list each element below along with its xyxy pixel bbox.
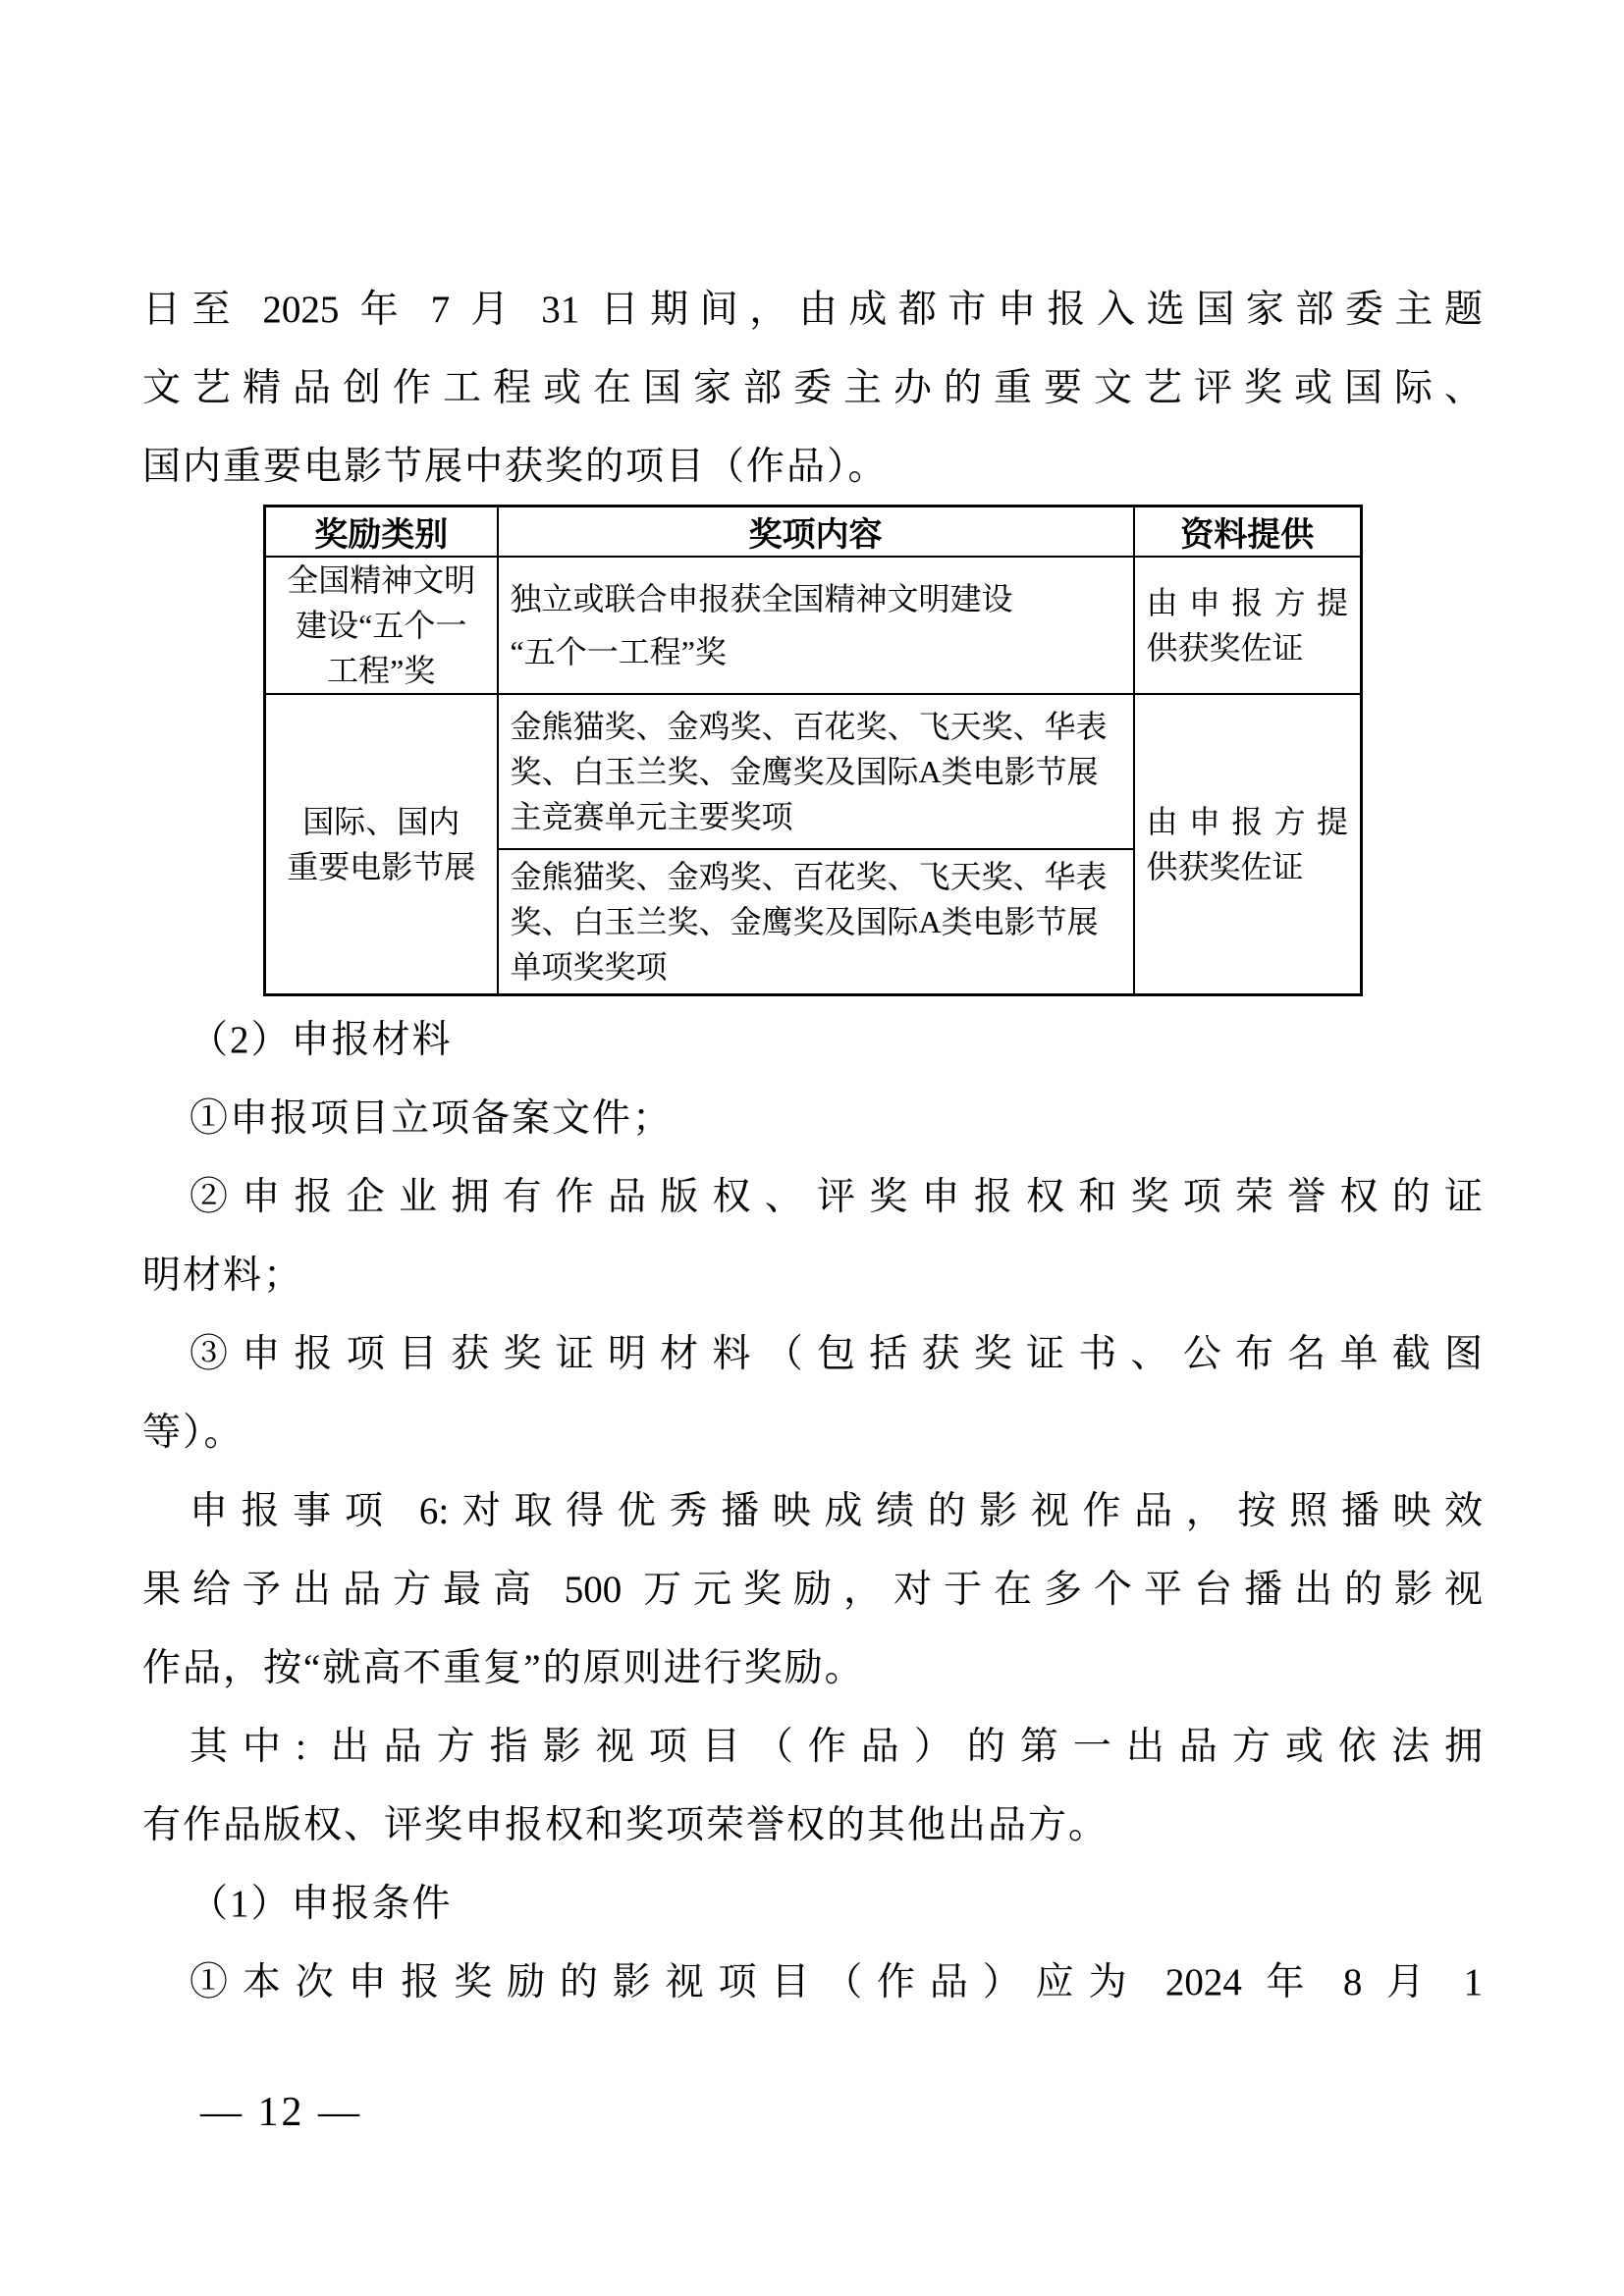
table-header-row [265, 507, 1362, 558]
body-line: 其中: 出品方指影视项目（作品）的第一出品方或依法拥 [189, 1726, 1483, 1768]
body-line: ①申报项目立项备案文件； [189, 1097, 674, 1140]
body-line: 作品，按“就高不重复”的原则进行奖励。 [142, 1647, 865, 1689]
intro-paragraph [142, 271, 1483, 507]
cell-content-main-competition: 金熊猫奖、金鸡奖、百花奖、飞天奖、华表 奖、白玉兰奖、金鹰奖及国际A类电影节展 主竞赛单元主要奖项 [498, 694, 1134, 849]
intro-line: 日至 2025 年 7 月 31 日期间，由成都市申报入选国家部委主题 [142, 289, 1483, 331]
intro-line: 国内重要电影节展中获奖的项目（作品）。 [142, 446, 889, 488]
body-line: （1）申报条件 [189, 1883, 453, 1925]
header-materials: 资料提供 [1134, 507, 1362, 558]
header-award-content: 奖项内容 [498, 507, 1134, 558]
body-line: 等）。 [142, 1412, 244, 1454]
award-table [263, 505, 1363, 996]
table-row [265, 694, 1362, 849]
cell-category-wuge: 全国精神文明 建设“五个一 工程”奖 [265, 557, 498, 694]
body-line: 有作品版权、评奖申报权和奖项荣誉权的其他出品方。 [142, 1804, 1110, 1846]
cell-materials-wuge: 由申报方提 供获奖佐证 [1134, 557, 1362, 694]
cell-category-festivals: 国际、国内 重要电影节展 [265, 694, 498, 994]
intro-line: 文艺精品创作工程或在国家部委主办的重要文艺评奖或国际、 [142, 367, 1483, 409]
body-line: ②申报企业拥有作品版权、评奖申报权和奖项荣誉权的证 [189, 1176, 1483, 1218]
body-line: 果给予出品方最高 500 万元奖励，对于在多个平台播出的影视 [142, 1569, 1483, 1611]
cell-content-single-award: 金熊猫奖、金鸡奖、百花奖、飞天奖、华表 奖、白玉兰奖、金鹰奖及国际A类电影节展 单项奖奖项 [498, 849, 1134, 994]
body-line: （2）申报材料 [189, 1019, 453, 1061]
body-line: ③申报项目获奖证明材料（包括获奖证书、公布名单截图 [189, 1333, 1483, 1375]
cell-materials-festivals: 由申报方提 供获奖佐证 [1134, 694, 1362, 994]
award-table-wrapper [263, 505, 1363, 996]
page-number: — 12 — [200, 2090, 362, 2135]
cell-content-wuge: 独立或联合申报获全国精神文明建设 “五个一工程”奖 [498, 557, 1134, 694]
body-line: ①本次申报奖励的影视项目（作品）应为 2024 年 8 月 1 [189, 1961, 1483, 2003]
body-paragraphs [142, 1001, 1483, 2022]
body-line: 申报事项 6:对取得优秀播映成绩的影视作品，按照播映效 [189, 1490, 1483, 1532]
header-award-category: 奖励类别 [265, 507, 498, 558]
table-row [265, 557, 1362, 694]
body-line: 明材料； [142, 1255, 304, 1297]
